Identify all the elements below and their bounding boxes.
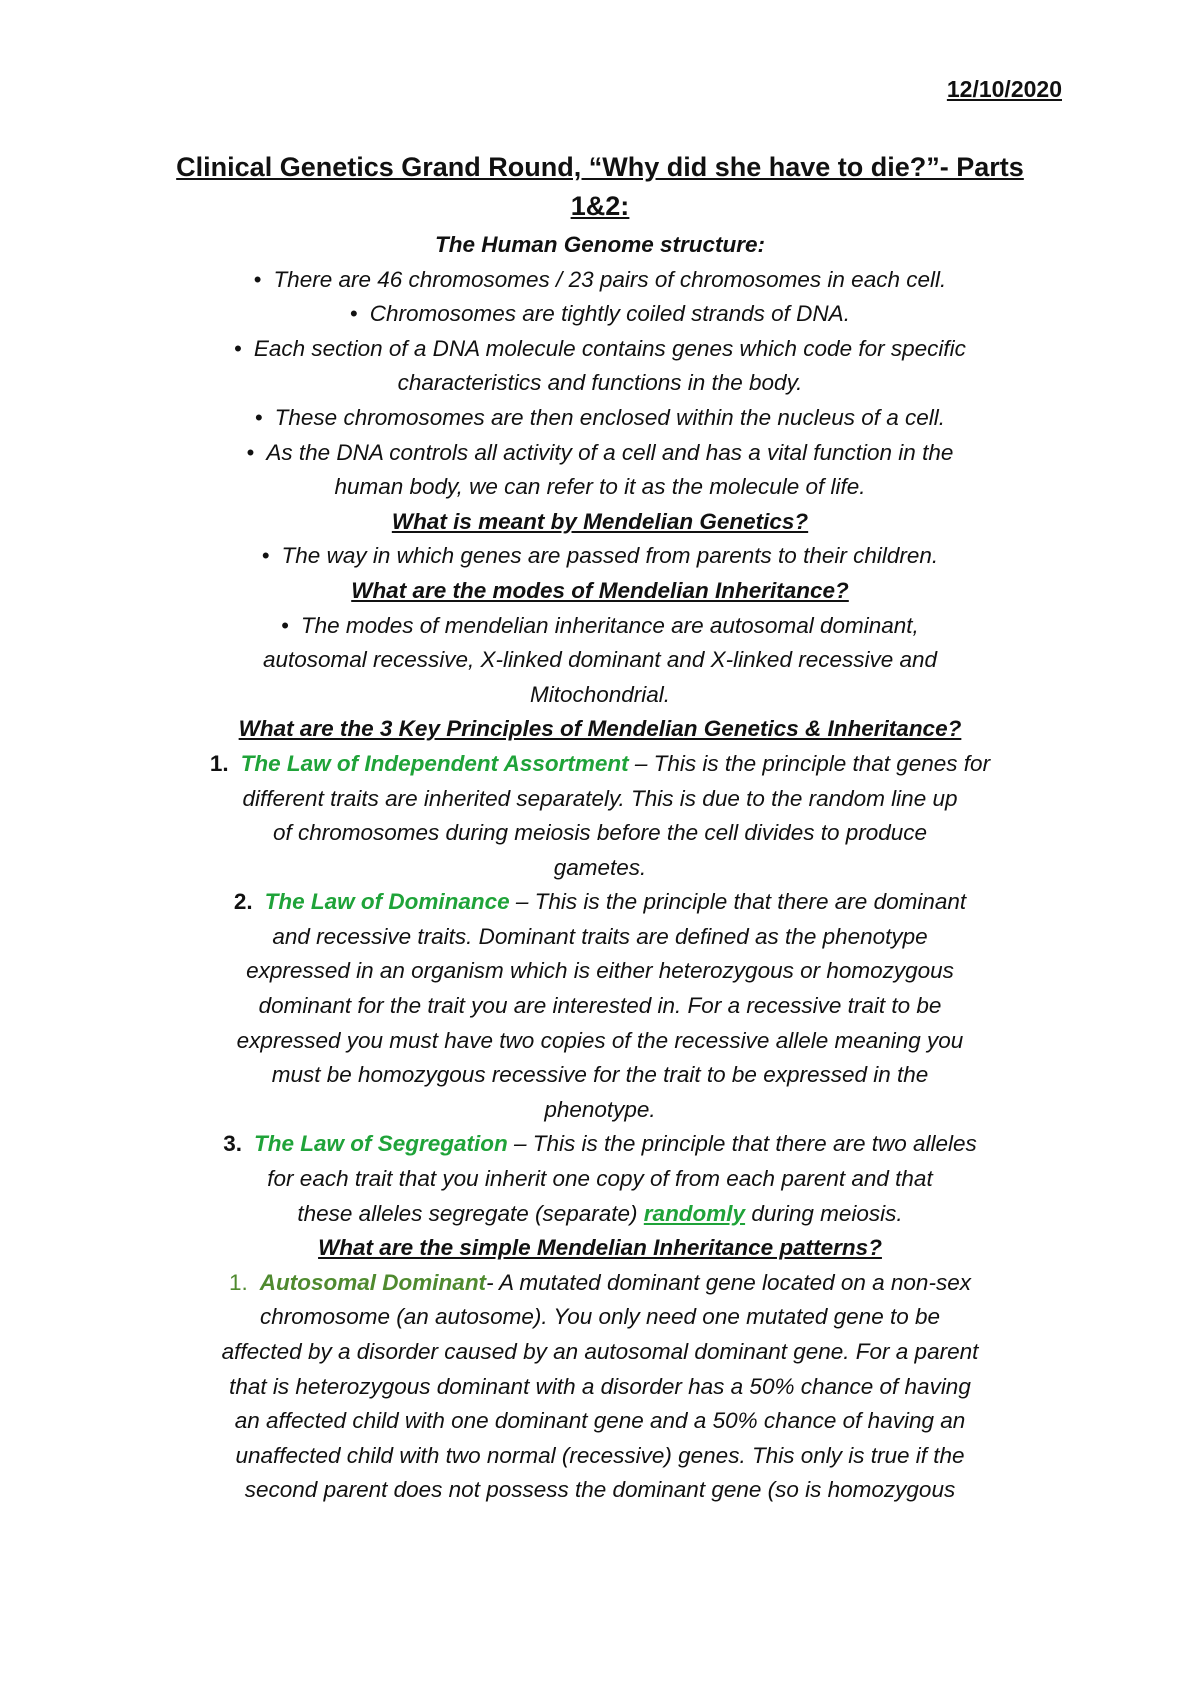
item-text: must be homozygous recessive for the trait to be expressed in the <box>271 1062 929 1088</box>
document-date: 12/10/2020 <box>946 76 1062 102</box>
list-item <box>150 297 1050 332</box>
item-text: phenotype. <box>544 1096 656 1122</box>
item-text: unaffected child with two normal (recessive) genes. This only is true if the <box>235 1442 965 1468</box>
bullet-continuation: Mitochondrial. <box>529 681 671 707</box>
section-heading-modes: What are the modes of Mendelian Inheritance? <box>351 577 849 603</box>
bullet-continuation: characteristics and functions in the body. <box>397 370 803 396</box>
title-line-1: Clinical Genetics Grand Round, “Why did she have to die?”- Parts <box>176 152 1024 182</box>
bullet-continuation: autosomal recessive, X-linked dominant and X-linked recessive and <box>262 647 938 673</box>
item-text: gametes. <box>553 854 647 880</box>
item-text: – This is the principle that there are two alleles <box>507 1131 977 1157</box>
pattern-term: Autosomal Dominant <box>259 1269 487 1295</box>
item-number: 3. <box>223 1131 242 1157</box>
list-item <box>150 539 1050 574</box>
item-text: – This is the principle that genes for <box>628 750 991 776</box>
list-item <box>150 263 1050 298</box>
pattern-item-1 <box>150 1266 1050 1508</box>
item-text: – This is the principle that there are dominant <box>509 889 967 915</box>
bullet-text: As the DNA controls all activity of a cell and has a vital function in the <box>266 439 954 465</box>
bullet-text: The way in which genes are passed from parents to their children. <box>281 543 939 569</box>
item-text: an affected child with one dominant gene and a 50% chance of having an <box>234 1408 966 1434</box>
item-text: - A mutated dominant gene located on a non-sex <box>486 1269 971 1295</box>
bullet-text: Chromosomes are tightly coiled strands of DNA. <box>369 301 850 327</box>
principle-item-2 <box>150 885 1050 1127</box>
bullet-text: These chromosomes are then enclosed within the nucleus of a cell. <box>274 404 946 430</box>
genome-bullet-list <box>150 263 1050 505</box>
list-item <box>150 436 1050 471</box>
section-heading-inheritance-patterns: What are the simple Mendelian Inheritance patterns? <box>318 1235 882 1261</box>
item-number: 2. <box>233 889 253 915</box>
item-text: for each trait that you inherit one copy of from each parent and that <box>267 1166 933 1192</box>
law-term: The Law of Segregation <box>254 1131 508 1157</box>
item-text: second parent does not possess the dominant gene (so is homozygous <box>244 1477 956 1503</box>
section-heading-mendelian-genetics: What is meant by Mendelian Genetics? <box>391 508 809 534</box>
item-text: these alleles segregate (separate) <box>297 1200 644 1226</box>
list-item <box>150 609 1050 644</box>
document-title <box>150 148 1050 226</box>
bullet-continuation: human body, we can refer to it as the molecule of life. <box>334 474 866 500</box>
document-body <box>150 148 1050 1508</box>
section-heading-genome: The Human Genome structure: <box>434 232 766 257</box>
section-heading-key-principles: What are the 3 Key Principles of Mendelian Genetics & Inheritance? <box>238 716 962 742</box>
item-text: of chromosomes during meiosis before the cell divides to produce <box>272 820 928 846</box>
item-text: expressed in an organism which is either heterozygous or homozygous <box>246 958 954 984</box>
item-number: 1. <box>209 750 229 776</box>
item-text: affected by a disorder caused by an autosomal dominant gene. For a parent <box>221 1339 979 1364</box>
bullet-text: Each section of a DNA molecule contains genes which code for specific <box>253 335 966 361</box>
principle-item-1 <box>150 747 1050 885</box>
item-text: dominant for the trait you are interested in. For a recessive trait to be <box>258 993 942 1019</box>
item-text: that is heterozygous dominant with a disorder has a 50% chance of having <box>229 1373 971 1399</box>
bullet-text: There are 46 chromosomes / 23 pairs of chromosomes in each cell. <box>273 266 947 292</box>
law-term: The Law of Independent Assortment <box>240 750 629 776</box>
list-item <box>150 332 1050 367</box>
principle-item-3 <box>150 1127 1050 1231</box>
item-text: different traits are inherited separately. This is due to the random line up <box>242 785 958 811</box>
law-term: The Law of Dominance <box>264 889 510 915</box>
item-text: during meiosis. <box>745 1200 903 1226</box>
highlighted-word: randomly <box>643 1200 746 1226</box>
item-number: 1. <box>229 1269 248 1295</box>
item-text: chromosome (an autosome). You only need one mutated gene to be <box>259 1304 941 1330</box>
item-text: expressed you must have two copies of the recessive allele meaning you <box>236 1027 964 1053</box>
list-item <box>150 401 1050 436</box>
title-line-2: 1&2: <box>570 191 630 221</box>
item-text: and recessive traits. Dominant traits are defined as the phenotype <box>272 923 928 949</box>
bullet-text: The modes of mendelian inheritance are autosomal dominant, <box>300 612 919 638</box>
